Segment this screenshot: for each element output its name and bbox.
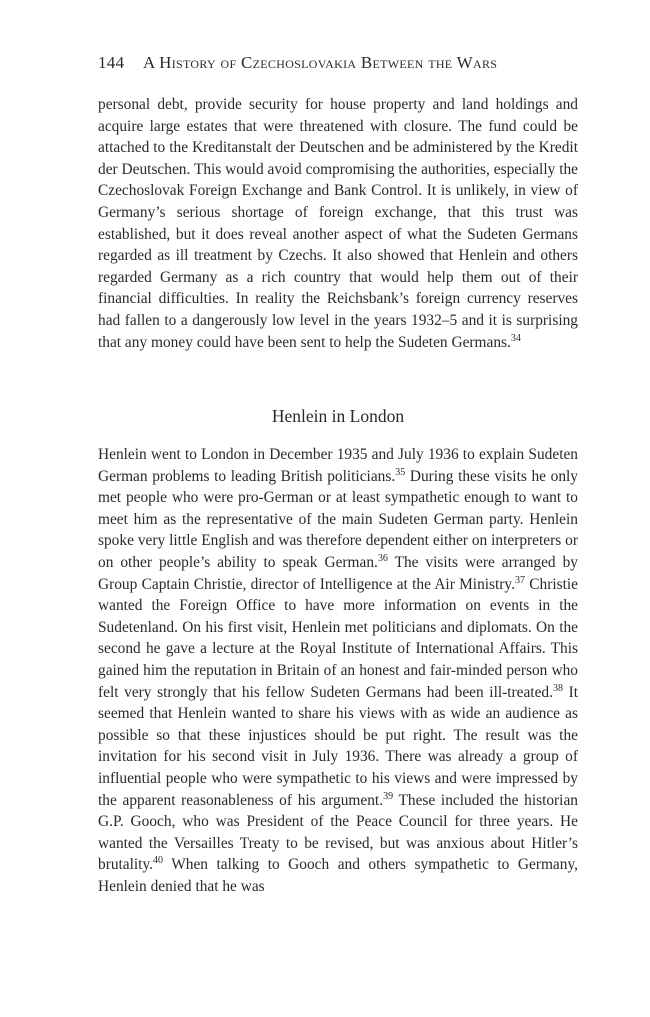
paragraph-text: The visits were arranged by Group Captain Christie, director of Intelligence at the Air Ministry. xyxy=(98,553,578,593)
footnote-ref-35[interactable]: 35 xyxy=(395,466,406,478)
paragraph-text: Henlein went to London in December 1935 and July 1936 to explain Sudeten German problems to leading British politicians. xyxy=(98,446,578,485)
book-title: A History of Czechoslovakia Between the Wars xyxy=(142,53,498,72)
body-paragraph-1 xyxy=(98,94,578,353)
paragraph-text: When talking to Gooch and others sympathetic to Germany, Henlein denied that he was xyxy=(98,856,578,895)
footnote-ref-36[interactable]: 36 xyxy=(377,552,388,564)
paragraph-text: It seemed that Henlein wanted to share his views with as wide an audience as possible so that these injustices should be put right. The result was the invitation for his second visit in July 1936. There was already a group of influential people who were sympathetic to his views and were impressed by the apparent reasonableness of his argument. xyxy=(98,683,578,809)
footnote-ref-39[interactable]: 39 xyxy=(383,790,394,802)
body-paragraph-2 xyxy=(98,444,578,897)
paragraph-text: During these visits he only met people who were pro-German or at least sympathetic enough to want to meet him as the representative of the main Sudeten German party. Henlein spoke very little English and was therefore dependent either on interpreters or on other people’s ability to speak German. xyxy=(98,467,578,571)
page-number: 144 xyxy=(98,53,125,72)
section-heading: Henlein in London xyxy=(271,406,405,426)
footnote-ref-40[interactable]: 40 xyxy=(153,855,163,867)
footnote-ref-38[interactable]: 38 xyxy=(552,682,563,694)
paragraph-text: These included the historian G.P. Gooch, who was President of the Peace Council for three years. He wanted the Versailles Treaty to be revised, but was anxious about Hitler’s brutality. xyxy=(98,791,578,874)
running-head xyxy=(98,53,578,73)
footnote-ref-37[interactable]: 37 xyxy=(514,574,525,586)
footnote-ref-34[interactable]: 34 xyxy=(510,332,521,344)
paragraph-text: Christie wanted the Foreign Office to have more information on events in the Sudetenland. On his first visit, Henlein met politicians and diplomats. On the second he gave a lecture at the Royal Institute of International Affairs. This gained him the reputation in Britain of an honest and fair-minded person who felt very strongly that his fellow Sudeten Germans had been ill-treated. xyxy=(98,575,578,701)
paragraph-text: personal debt, provide security for house property and land holdings and acquire large estates that were threatened with closure. The fund could be attached to the Kreditanstalt der Deutschen and be administered by the Kredit der Deutschen. This would avoid compromising the authorities, especially the Czechoslovak Foreign Exchange and Bank Control. It is unlikely, in view of Germany’s serious shortage of foreign exchange, that this trust was established, but it does reveal another aspect of what the Sudeten Germans regarded as ill treatment by Czechs. It also showed that Henlein and others regarded Germany as a rich country that would help them out of their financial difficulties. In reality the Reichsbank’s foreign currency reserves had fallen to a dangerously low level in the years 1932–5 and it is surprising that any money could have been sent to help the Sudeten Germans. xyxy=(98,96,578,351)
